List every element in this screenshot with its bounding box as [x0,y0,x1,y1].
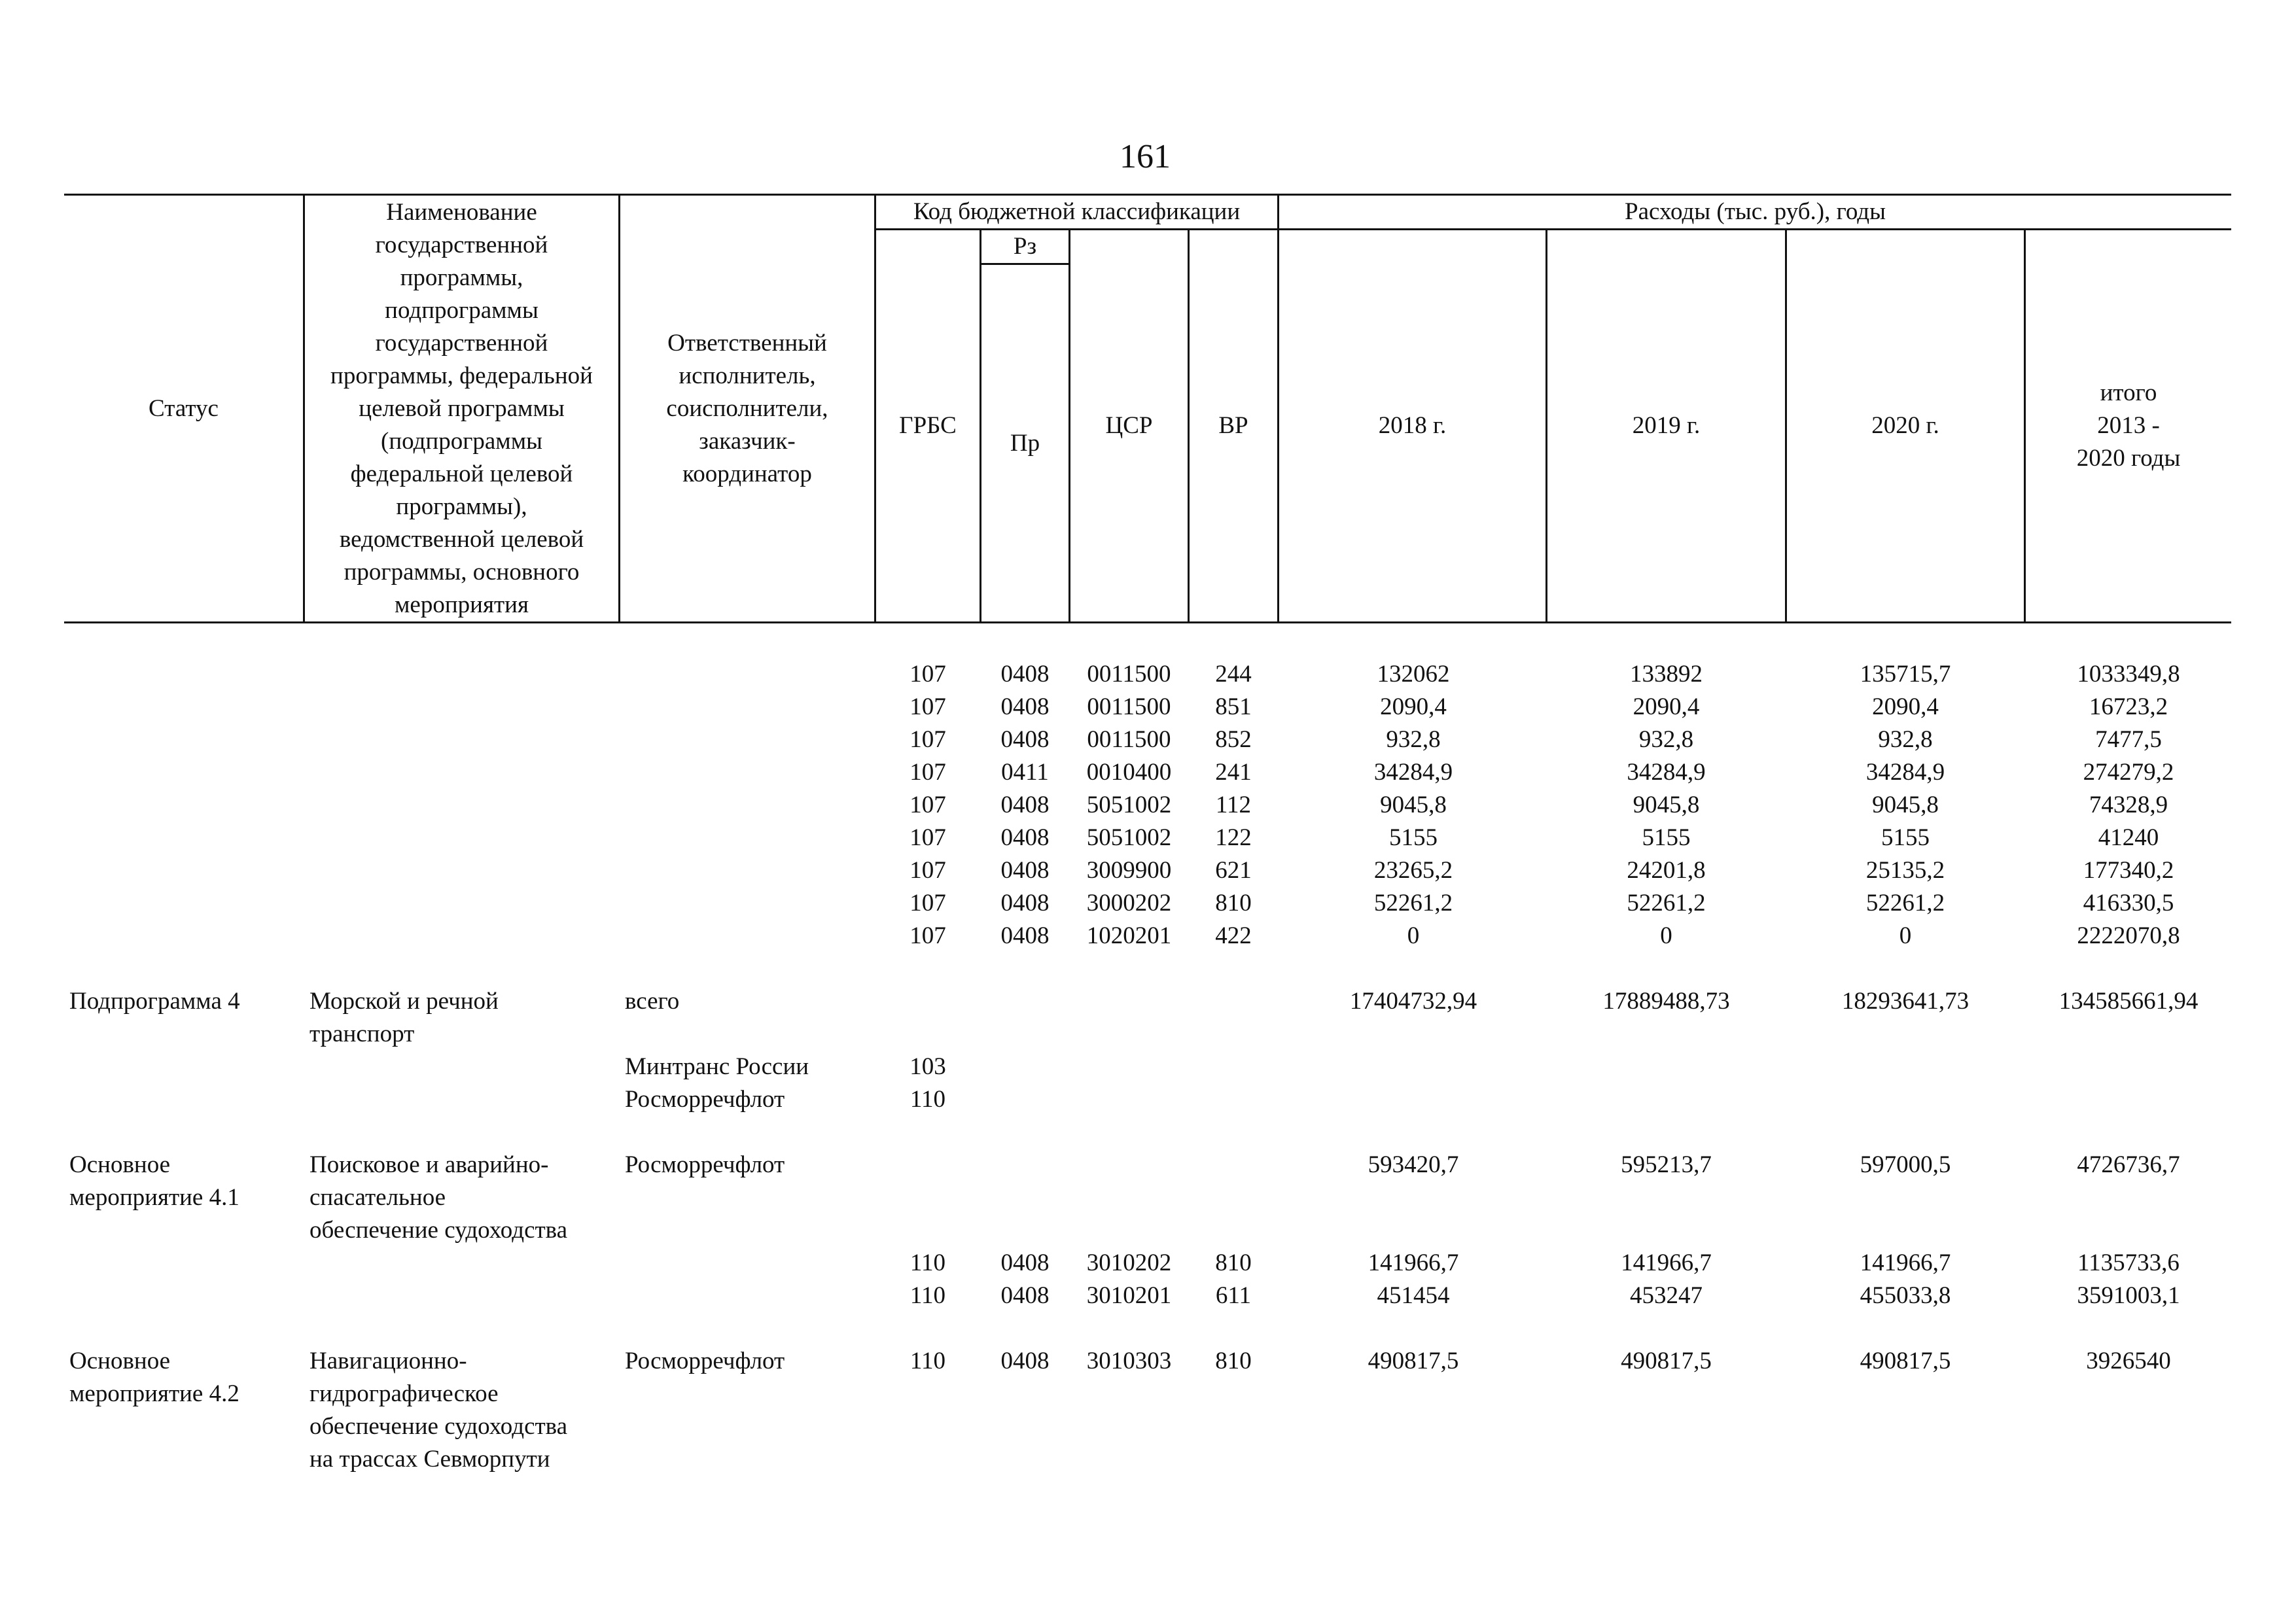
cell-grbs: 107 [910,759,946,786]
cell-grbs: 107 [910,726,946,753]
header-executor: Ответственный исполнитель, соисполнители, заказчик- координатор [666,329,828,487]
cell-y2020: 135715,7 [1860,661,1951,688]
header-vr: ВР [1218,412,1248,439]
activity41-2018: 593420,7 [1368,1151,1459,1178]
cell-y2019: 34284,9 [1627,759,1706,786]
header-2018: 2018 г. [1378,412,1447,439]
cell-y2018: 132062 [1377,661,1450,688]
cell-csr: 5051002 [1086,824,1172,851]
cell-rzpr: 0408 [1000,661,1050,688]
cell-y2019: 0 [1660,922,1672,949]
cell-total: 274279,2 [2083,759,2174,786]
cell-y2020: 2090,4 [1872,693,1939,720]
cell-vr: 810 [1215,1249,1252,1276]
cell-y2020: 25135,2 [1865,857,1945,884]
cell-rzpr: 0408 [1000,1249,1050,1276]
activity41-executor: Росморречфлот [625,1151,785,1178]
cell-rzpr: 0408 [1000,726,1050,753]
activity42-vr: 810 [1215,1348,1252,1374]
activity41-total: 4726736,7 [2077,1151,2180,1178]
participant-executor: Минтранс России [625,1053,809,1080]
activity42-executor: Росморречфлот [625,1348,785,1374]
cell-vr: 611 [1215,1282,1252,1309]
participant-grbs: 110 [910,1086,946,1113]
activity42-csr: 3010303 [1086,1348,1172,1374]
cell-y2018: 9045,8 [1380,792,1447,818]
cell-total: 74328,9 [2089,792,2168,818]
cell-y2019: 5155 [1642,824,1691,851]
cell-y2018: 141966,7 [1368,1249,1459,1276]
cell-y2018: 0 [1407,922,1420,949]
cell-csr: 3010201 [1086,1282,1172,1309]
cell-y2018: 52261,2 [1373,890,1453,916]
cell-csr: 1020201 [1086,922,1172,949]
cell-csr: 3010202 [1086,1249,1172,1276]
cell-csr: 3000202 [1086,890,1172,916]
cell-grbs: 107 [910,693,946,720]
cell-vr: 621 [1215,857,1252,884]
header-csr: ЦСР [1105,412,1153,439]
header-2020: 2020 г. [1871,412,1939,439]
cell-y2020: 455033,8 [1860,1282,1951,1309]
cell-y2020: 141966,7 [1860,1249,1951,1276]
cell-rzpr: 0408 [1000,792,1050,818]
subprogram-status: Подпрограмма 4 [69,988,240,1015]
cell-y2020: 9045,8 [1872,792,1939,818]
cell-vr: 852 [1215,726,1252,753]
cell-y2019: 453247 [1630,1282,1703,1309]
participant-executor: Росморречфлот [625,1086,785,1113]
cell-y2019: 2090,4 [1633,693,1700,720]
cell-rzpr: 0408 [1000,922,1050,949]
subprogram-2018: 17404732,94 [1349,988,1477,1015]
cell-total: 41240 [2098,824,2159,851]
cell-total: 2222070,8 [2077,922,2180,949]
activity42-status: Основное мероприятие 4.2 [69,1348,239,1407]
subprogram-2020: 18293641,73 [1841,988,1969,1015]
cell-y2020: 34284,9 [1865,759,1945,786]
cell-rzpr: 0411 [1001,759,1049,786]
cell-rzpr: 0408 [1000,890,1050,916]
cell-rzpr: 0408 [1000,693,1050,720]
cell-y2019: 52261,2 [1627,890,1706,916]
cell-y2020: 5155 [1881,824,1930,851]
activity41-name: Поисковое и аварийно- спасательное обеспечение судоходства [309,1151,568,1244]
cell-csr: 0010400 [1086,759,1172,786]
cell-vr: 122 [1215,824,1252,851]
cell-y2018: 932,8 [1386,726,1441,753]
cell-total: 16723,2 [2089,693,2168,720]
activity42-2019: 490817,5 [1621,1348,1712,1374]
header-bottom-rule [64,621,2231,623]
cell-vr: 810 [1215,890,1252,916]
cell-vr: 244 [1215,661,1252,688]
cell-grbs: 107 [910,890,946,916]
cell-rzpr: 0408 [1000,857,1050,884]
cell-vr: 241 [1215,759,1252,786]
header-budget-code: Код бюджетной классификации [913,198,1241,225]
header-status: Статус [149,394,219,422]
cell-total: 177340,2 [2083,857,2174,884]
cell-total: 1135733,6 [2077,1249,2180,1276]
cell-total: 416330,5 [2083,890,2174,916]
activity42-grbs: 110 [910,1348,946,1374]
cell-csr: 3009900 [1086,857,1172,884]
cell-total: 3591003,1 [2077,1282,2180,1309]
cell-vr: 422 [1215,922,1252,949]
activity41-2019: 595213,7 [1621,1151,1712,1178]
subprogram-name: Морской и речной транспорт [309,988,499,1047]
cell-y2018: 23265,2 [1373,857,1453,884]
subprogram-total: 134585661,94 [2058,988,2199,1015]
cell-vr: 112 [1215,792,1252,818]
cell-y2018: 5155 [1389,824,1438,851]
cell-grbs: 107 [910,792,946,818]
cell-csr: 0011500 [1087,661,1171,688]
cell-grbs: 107 [910,857,946,884]
header-name: Наименование государственной программы, подпрограммы государственной программы, федеральной целевой программы (подпрограммы федеральной целевой программы), ведомственной целевой программы, основного мероприятия [330,198,593,618]
cell-csr: 0011500 [1087,693,1171,720]
cell-y2018: 2090,4 [1380,693,1447,720]
header-total: итого 2013 - 2020 годы [2076,379,2181,472]
cell-grbs: 107 [910,661,946,688]
cell-y2019: 24201,8 [1627,857,1706,884]
subprogram-2019: 17889488,73 [1602,988,1730,1015]
cell-y2019: 9045,8 [1633,792,1700,818]
cell-rzpr: 0408 [1000,824,1050,851]
cell-total: 1033349,8 [2077,661,2180,688]
cell-csr: 0011500 [1087,726,1171,753]
cell-y2018: 451454 [1377,1282,1450,1309]
cell-y2020: 932,8 [1878,726,1933,753]
header-2019: 2019 г. [1632,412,1701,439]
activity42-2018: 490817,5 [1368,1348,1459,1374]
activity42-rzpr: 0408 [1000,1348,1050,1374]
cell-vr: 851 [1215,693,1252,720]
header-rz: Рз [1013,233,1037,260]
header-expenses: Расходы (тыс. руб.), годы [1625,198,1886,225]
page-number: 161 [1120,138,1171,175]
cell-y2019: 932,8 [1638,726,1694,753]
cell-csr: 5051002 [1086,792,1172,818]
cell-y2019: 133892 [1630,661,1703,688]
header-grbs: ГРБС [899,412,957,439]
cell-grbs: 110 [910,1282,946,1309]
cell-y2018: 34284,9 [1373,759,1453,786]
cell-rzpr: 0408 [1000,1282,1050,1309]
header-pr: Пр [1010,429,1040,457]
cell-grbs: 107 [910,922,946,949]
cell-y2020: 0 [1899,922,1912,949]
activity41-status: Основное мероприятие 4.1 [69,1151,239,1211]
cell-total: 7477,5 [2095,726,2162,753]
cell-y2019: 141966,7 [1621,1249,1712,1276]
activity42-name: Навигационно- гидрографическое обеспечение судоходства на трассах Севморпути [309,1348,568,1473]
cell-grbs: 107 [910,824,946,851]
participant-grbs: 103 [910,1053,946,1080]
activity42-total: 3926540 [2086,1348,2171,1374]
cell-grbs: 110 [910,1249,946,1276]
activity42-2020: 490817,5 [1860,1348,1951,1374]
subprogram-executor: всего [625,988,680,1015]
cell-y2020: 52261,2 [1865,890,1945,916]
activity41-2020: 597000,5 [1860,1151,1951,1178]
